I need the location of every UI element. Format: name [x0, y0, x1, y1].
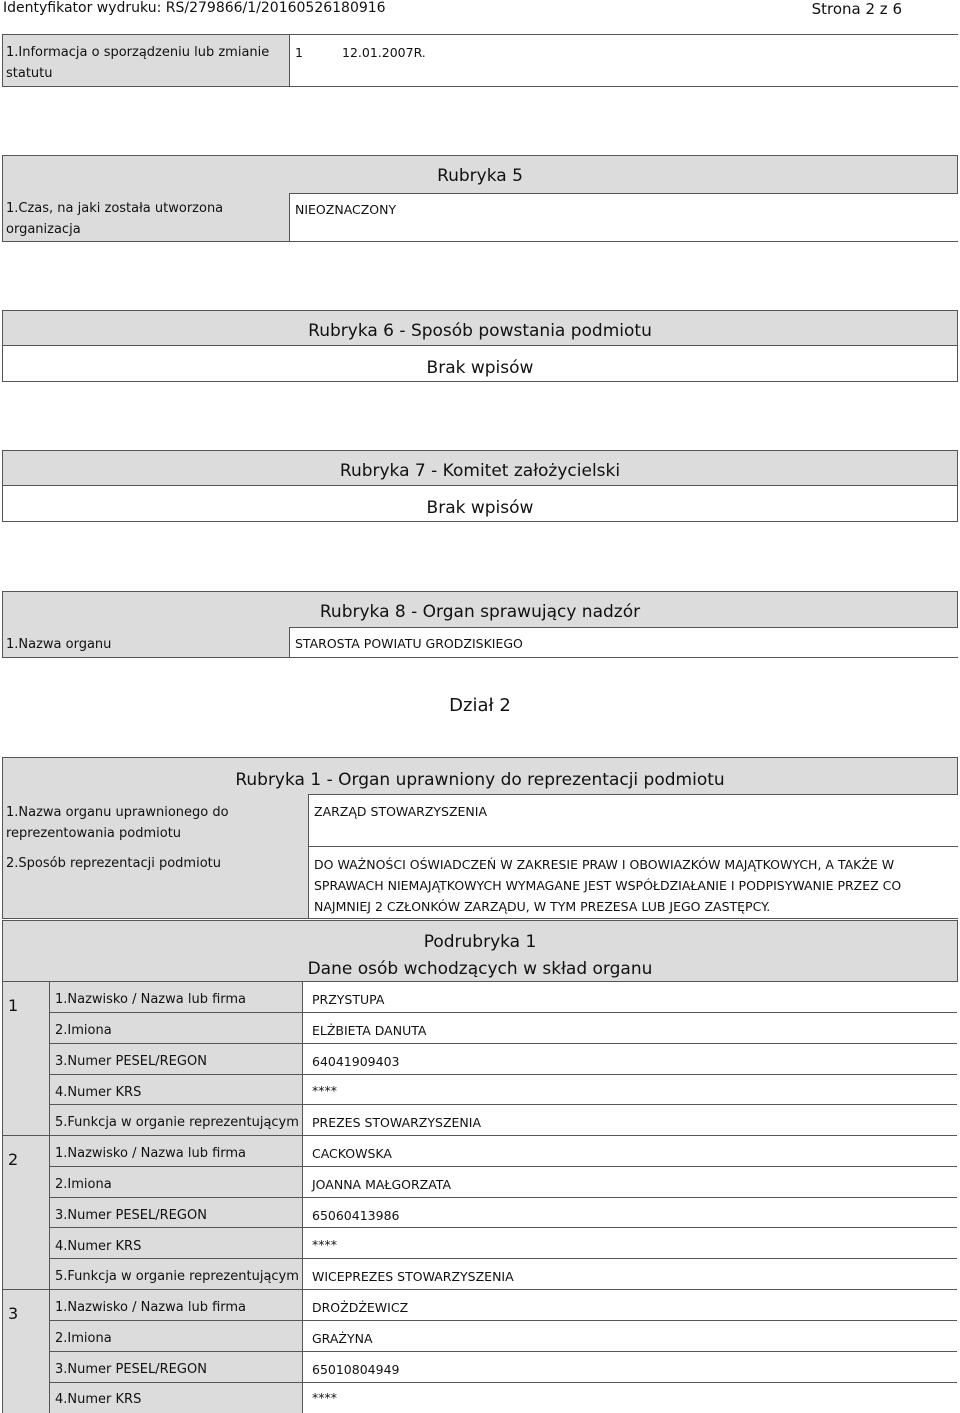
rubryka7-header [2, 450, 958, 486]
rubryka8-section [2, 591, 958, 658]
person-names-label: 2.Imiona [55, 1331, 112, 1346]
person-surname: PRZYSTUPA [312, 992, 385, 1007]
print-identifier: Identyfikator wydruku: RS/279866/1/20160526180916 [3, 0, 386, 16]
statute-label: 1.Informacja o sporządzeniu lub zmianie statutu [6, 45, 270, 81]
rubryka7-empty: Brak wpisów [426, 498, 534, 518]
rubryka7-title: Rubryka 7 - Komitet założycielski [339, 461, 621, 481]
person-krs: **** [312, 1237, 337, 1252]
person-pesel-label: 3.Numer PESEL/REGON [55, 1362, 207, 1377]
person-names-label: 2.Imiona [55, 1177, 112, 1192]
page-number: Strona 2 z 6 [811, 0, 902, 18]
rubryka1-method-label: 2.Sposób reprezentacji podmiotu [6, 856, 221, 871]
rubryka6-body [2, 345, 958, 382]
rubryka8-title: Rubryka 8 - Organ sprawujący nadzór [319, 602, 641, 622]
rubryka6-header [2, 310, 958, 346]
rubryka5-section [2, 155, 958, 242]
rubryka8-value: STAROSTA POWIATU GRODZISKIEGO [295, 636, 523, 651]
podrubryka-header [2, 920, 958, 982]
rubryka1-method-value: DO WAŻNOŚCI OŚWIADCZEŃ W ZAKRESIE PRAW I OBOWIAZKÓW MAJĄTKOWYCH, A TAKŻE W SPRAWACH NIEMAJĄTKOWYCH WYMAGANE JEST WSPÓŁDZIAŁANIE I PODPISYWANIE PRZEZ CO NAJMNIEJ 2 CZŁONKÓW ZARZĄDU, W TYM PREZESA LUB JEGO ZASTĘPCY. [314, 857, 902, 914]
person-krs-label: 4.Numer KRS [55, 1085, 142, 1100]
rubryka8-label: 1.Nazwa organu [6, 637, 112, 652]
dzial-heading: Dział 2 [449, 695, 511, 716]
person-function-label: 5.Funkcja w organie reprezentującym [55, 1269, 299, 1284]
person-number: 1 [8, 996, 19, 1015]
person-pesel: 65010804949 [312, 1362, 400, 1377]
person-pesel-label: 3.Numer PESEL/REGON [55, 1208, 207, 1223]
person-surname-label: 1.Nazwisko / Nazwa lub firma [55, 1300, 247, 1315]
person-names: JOANNA MAŁGORZATA [312, 1177, 452, 1192]
rubryka1-organ-label: 1.Nazwa organu uprawnionego do reprezentowania podmiotu [6, 805, 229, 841]
person-krs: **** [312, 1390, 337, 1405]
person-function-label: 5.Funkcja w organie reprezentującym [55, 1115, 299, 1130]
statute-date: 12.01.2007R. [342, 45, 426, 60]
rubryka5-title: Rubryka 5 [437, 166, 523, 186]
rubryka5-label: 1.Czas, na jaki została utworzona organizacja [6, 201, 224, 237]
person-surname: DROŻDŻEWICZ [312, 1300, 409, 1315]
persons-table [2, 981, 958, 1413]
person-krs: **** [312, 1083, 337, 1098]
rubryka1-method-cell [308, 846, 958, 918]
rubryka6-title: Rubryka 6 - Sposób powstania podmiotu [308, 321, 652, 341]
rubryka8-value-cell [289, 627, 958, 657]
person-surname: CACKOWSKA [312, 1146, 392, 1161]
person-number: 2 [8, 1150, 19, 1169]
person-pesel-label: 3.Numer PESEL/REGON [55, 1054, 207, 1069]
person-pesel: 65060413986 [312, 1208, 400, 1223]
statute-value-cell [289, 35, 958, 86]
person-surname-label: 1.Nazwisko / Nazwa lub firma [55, 1146, 247, 1161]
statute-number: 1 [295, 45, 303, 60]
podrubryka-subtitle: Dane osób wchodzących w skład organu [307, 959, 653, 979]
rubryka1-section [2, 757, 958, 919]
persons-num-column [3, 982, 49, 1413]
person-pesel: 64041909403 [312, 1054, 400, 1069]
rubryka7-body [2, 485, 958, 522]
person-surname-label: 1.Nazwisko / Nazwa lub firma [55, 992, 247, 1007]
person-names: ELŻBIETA DANUTA [312, 1023, 427, 1038]
person-names: GRAŻYNA [312, 1331, 373, 1346]
person-function: WICEPREZES STOWARZYSZENIA [312, 1269, 514, 1284]
rubryka5-value: NIEOZNACZONY [295, 202, 397, 217]
rubryka1-title: Rubryka 1 - Organ uprawniony do reprezentacji podmiotu [235, 770, 725, 790]
person-function: PREZES STOWARZYSZENIA [312, 1115, 481, 1130]
person-krs-label: 4.Numer KRS [55, 1392, 142, 1407]
podrubryka-title: Podrubryka 1 [423, 932, 537, 952]
rubryka6-empty: Brak wpisów [426, 358, 534, 378]
rubryka1-organ-value: ZARZĄD STOWARZYSZENIA [314, 804, 488, 819]
rubryka5-value-cell [289, 193, 958, 241]
person-krs-label: 4.Numer KRS [55, 1239, 142, 1254]
person-number: 3 [8, 1304, 19, 1323]
person-names-label: 2.Imiona [55, 1023, 112, 1038]
rubryka1-organ-cell [308, 794, 958, 847]
statute-row [2, 34, 958, 87]
